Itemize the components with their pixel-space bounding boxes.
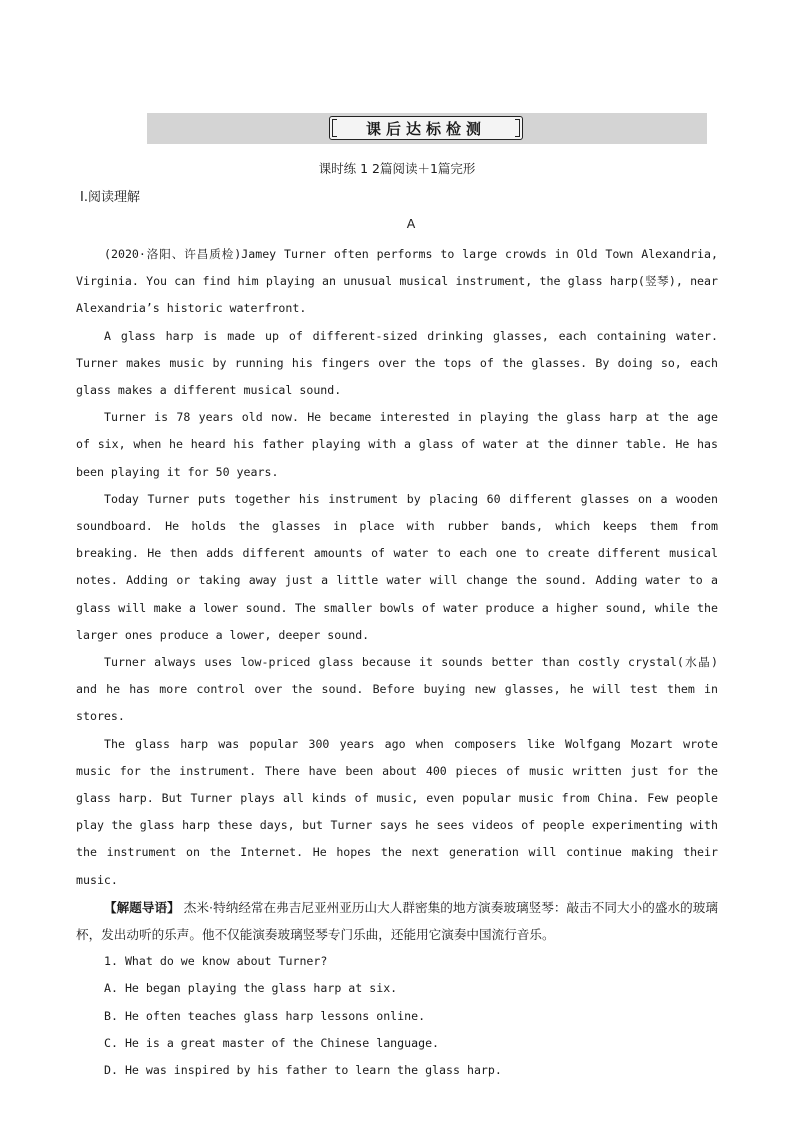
banner-title: 课后达标检测 xyxy=(365,120,486,138)
passage-paragraph-3: Turner is 78 years old now. He became interested in playing the glass harp at the age of six, when he heard his father playing with a glass of water at the dinner table. He has been playing it for 50 years. xyxy=(76,410,718,479)
passage-letter: A xyxy=(406,216,416,231)
passage-paragraph-6: The glass harp was popular 300 years ago when composers like Wolfgang Mozart wrote music for the instrument. There have been about 400 pieces of music written just for the glass harp. But Turner plays all kinds of music, even popular music from China. Few people play the glass harp these days, but Turner says he sees videos of people experimenting with the instrument on the Internet. He hopes the next generation will continue making their music. xyxy=(76,736,718,887)
guide-text: 杰米·特纳经常在弗吉尼亚州亚历山大人群密集的地方演奏玻璃竖琴：敲击不同大小的盛水的玻璃杯，发出动听的乐声。他不仅能演奏玻璃竖琴专门乐曲，还能用它演奏中国流行音乐。 xyxy=(76,899,718,943)
guide-note xyxy=(76,894,718,948)
option-b: B. He often teaches glass harp lessons online. xyxy=(104,1008,426,1023)
passage-paragraph-5: Turner always uses low-priced glass because it sounds better than costly crystal(水晶) and he has more control over the sound. Before buying new glasses, he will test them in stores. xyxy=(76,655,718,724)
question-stem: 1. What do we know about Turner? xyxy=(104,954,328,969)
banner-frame xyxy=(329,116,523,140)
passage-paragraph-4: Today Turner puts together his instrument by placing 60 different glasses on a wooden soundboard. He holds the glasses in place with rubber bands, which keeps them from breaking. He then adds different amounts of water to each one to create different musical notes. Adding or taking away just a little water will change the sound. Adding water to a glass will make a lower sound. The smaller bowls of water produce a higher sound, while the larger ones produce a lower, deeper sound. xyxy=(76,491,718,642)
passage-paragraph-2: A glass harp is made up of different-sized drinking glasses, each containing water. Turner makes music by running his fingers over the tops of the glasses. By doing so, each glass makes a different musical sound. xyxy=(76,328,718,398)
lesson-subtitle: 课时练 1 2篇阅读＋1篇完形 xyxy=(318,161,476,176)
passage-body xyxy=(76,241,718,1084)
guide-label: 【解题导语】 xyxy=(104,899,180,915)
option-c: C. He is a great master of the Chinese language. xyxy=(104,1035,440,1050)
passage-paragraph-1: (2020·洛阳、许昌质检)Jamey Turner often performs to large crowds in Old Town Alexandria, Virginia. You can find him playing an unusual musical instrument, the glass harp(竖琴), near Alexandria’s historic waterfront. xyxy=(76,247,718,316)
section-heading: Ⅰ.阅读理解 xyxy=(80,190,140,205)
option-d: D. He was inspired by his father to learn the glass harp. xyxy=(104,1063,502,1078)
section-banner xyxy=(147,113,707,144)
option-a: A. He began playing the glass harp at six. xyxy=(104,981,398,996)
